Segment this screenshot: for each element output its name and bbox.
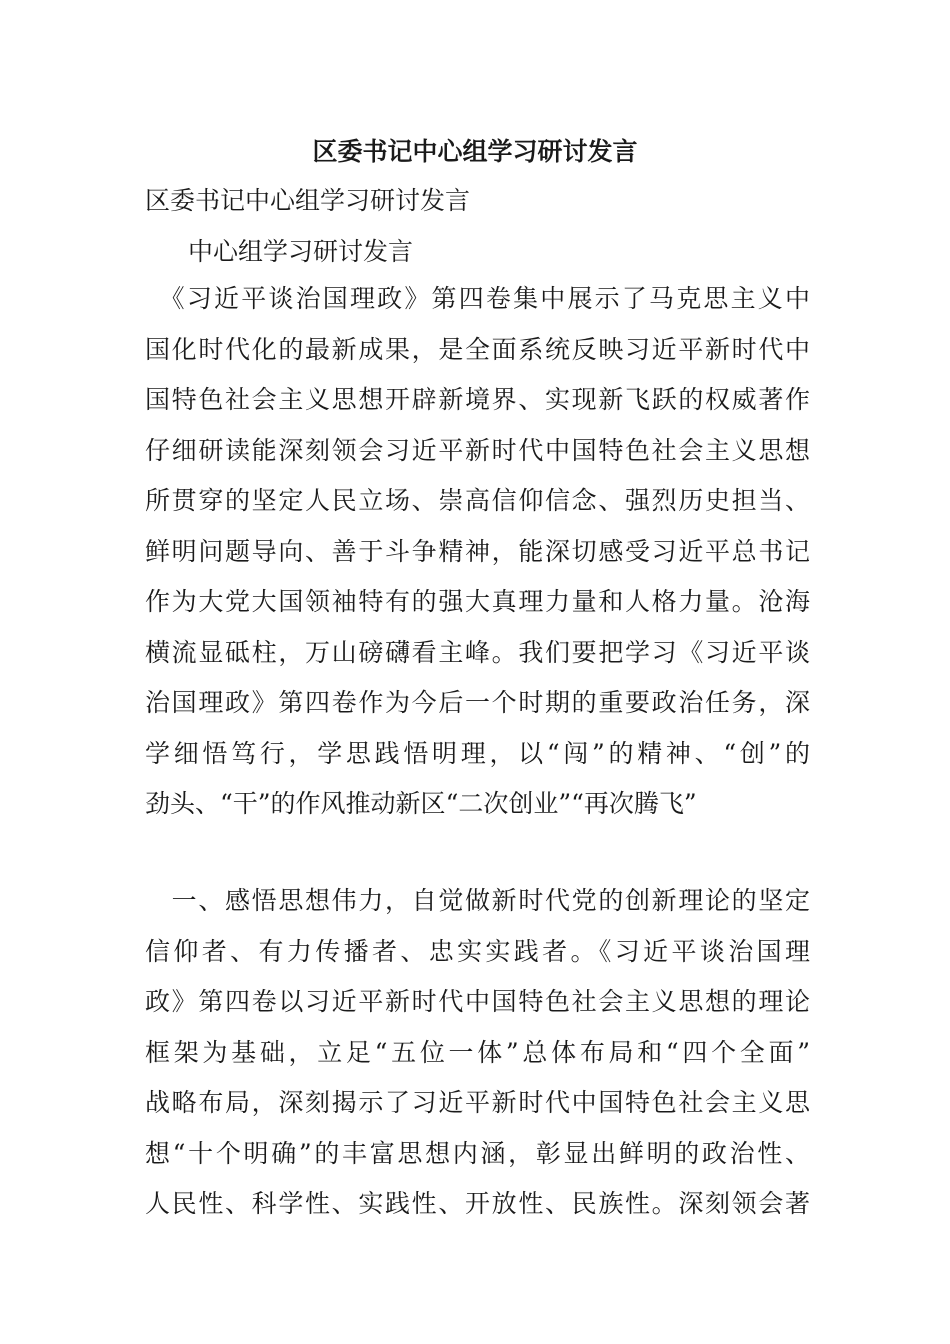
text-line: 国特色社会主义思想开辟新境界、实现新飞跃的权威著作 — [145, 385, 810, 414]
text-line: 信仰者、有力传播者、忠实实践者。《习近平谈治国理 — [145, 936, 810, 966]
text-line: 国化时代化的最新成果，是全面系统反映习近平新时代中 — [145, 334, 810, 364]
text-line: 横流显砥柱，万山磅礴看主峰。我们要把学习《习近平谈 — [145, 637, 810, 667]
document-title: 区委书记中心组学习研讨发言 — [312, 137, 638, 166]
text-line: 所贯穿的坚定人民立场、崇高信仰信念、强烈历史担当、 — [145, 486, 810, 515]
text-line: 人民性、科学性、实践性、开放性、民族性。深刻领会著 — [145, 1189, 810, 1218]
paragraph-1 — [145, 274, 810, 830]
text-line: 劲头、“干”的作风推动新区“二次创业”“再次腾飞” — [145, 789, 697, 818]
section-heading: 中心组学习研讨发言 — [188, 237, 414, 266]
text-line: 仔细研读能深刻领会习近平新时代中国特色社会主义思想 — [145, 435, 810, 465]
paragraph-2 — [145, 876, 810, 1230]
text-line: 治国理政》第四卷作为今后一个时期的重要政治任务，深 — [145, 688, 810, 717]
text-line: 鲜明问题导向、善于斗争精神，能深切感受习近平总书记 — [145, 536, 810, 566]
text-line: 《习近平谈治国理政》第四卷集中展示了马克思主义中 — [145, 284, 810, 313]
text-line: 一、感悟思想伟力，自觉做新时代党的创新理论的坚定 — [145, 886, 810, 915]
text-line: 战略布局，深刻揭示了习近平新时代中国特色社会主义思 — [145, 1088, 810, 1117]
document-subtitle: 区委书记中心组学习研讨发言 — [145, 186, 471, 215]
text-line: 学细悟笃行，学思践悟明理，以“闯”的精神、“创”的 — [145, 738, 810, 768]
text-line: 想“十个明确”的丰富思想内涵，彰显出鲜明的政治性、 — [145, 1138, 810, 1168]
text-line: 框架为基础，立足“五位一体”总体布局和“四个全面” — [145, 1037, 810, 1067]
text-line: 政》第四卷以习近平新时代中国特色社会主义思想的理论 — [145, 987, 810, 1016]
text-line: 作为大党大国领袖特有的强大真理力量和人格力量。沧海 — [145, 587, 810, 616]
